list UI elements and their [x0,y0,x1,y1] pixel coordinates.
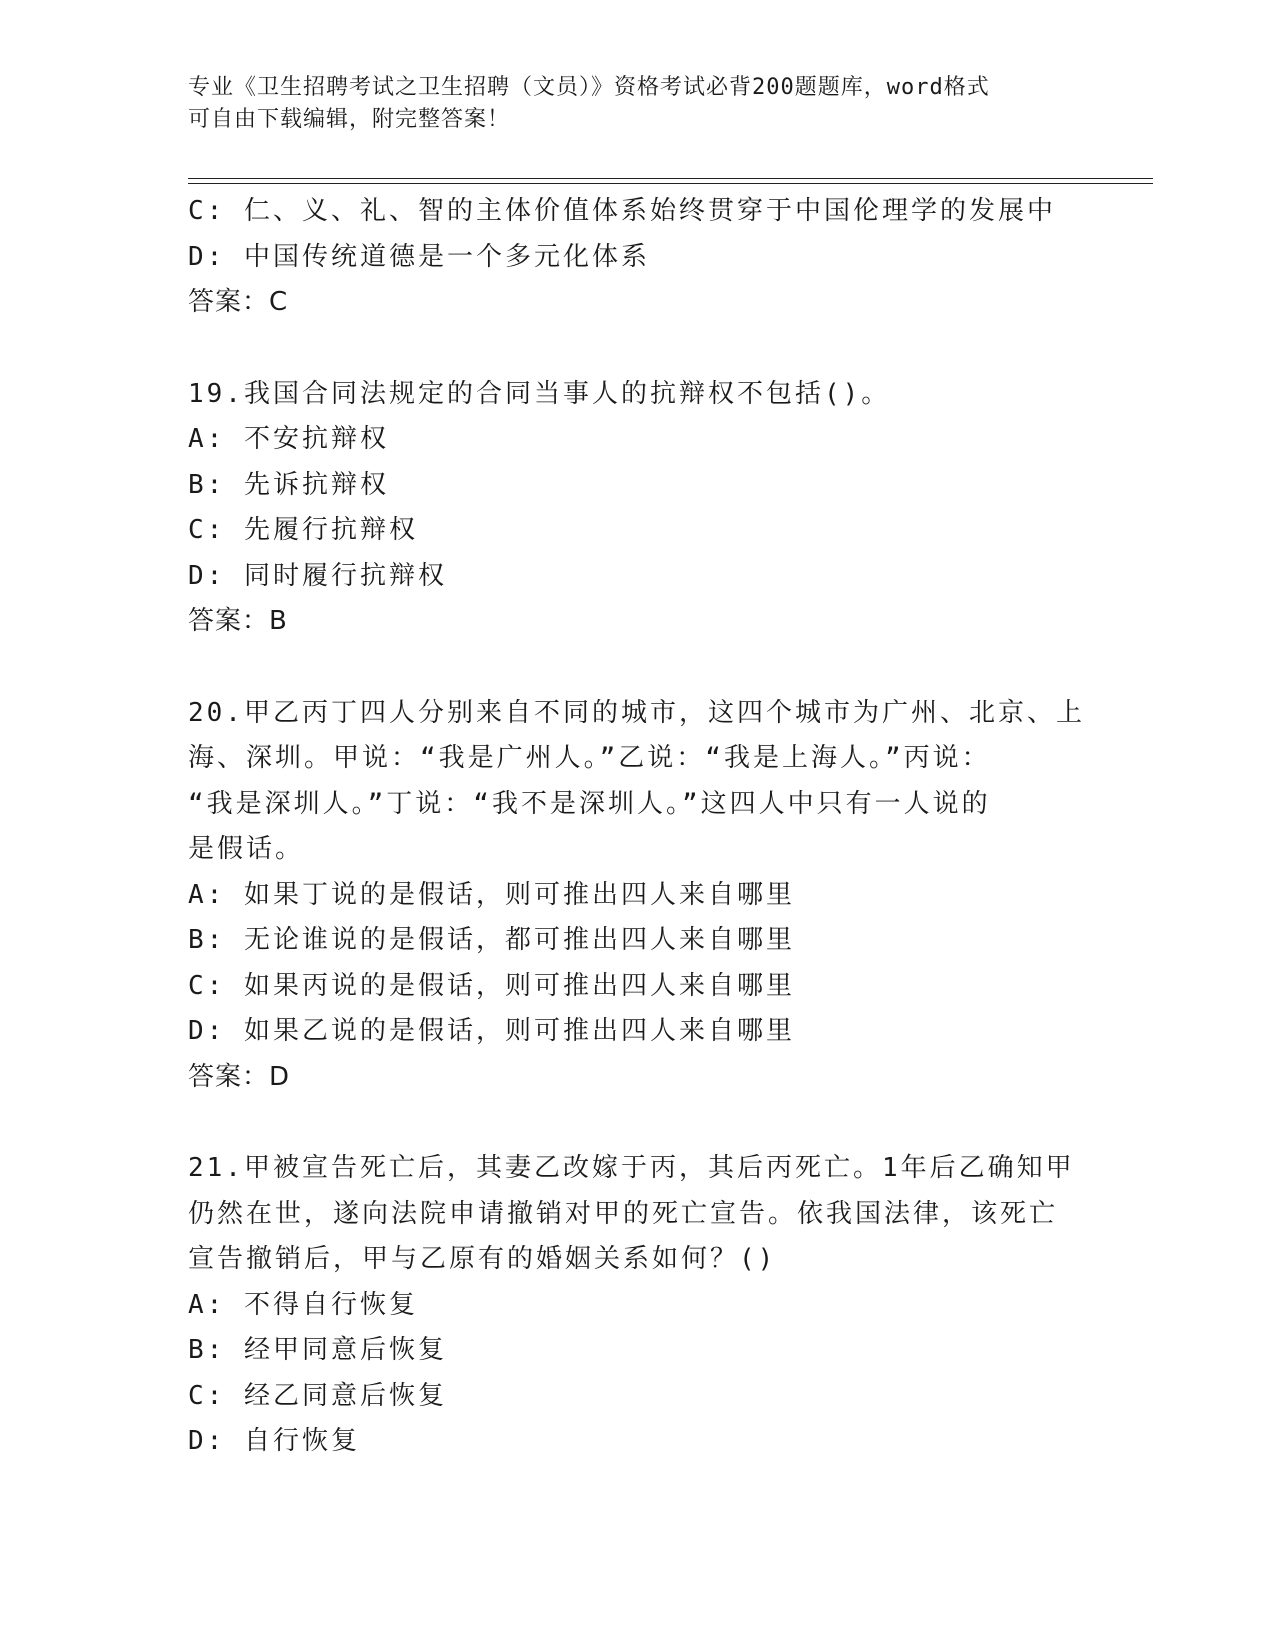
header-line-2: 可自由下载编辑，附完整答案！ [188,107,511,132]
option-a: A: 不得自行恢复 [188,1289,418,1320]
spacer [188,645,1088,691]
stem-line: 是假话。 [188,834,305,864]
option-b: B: 无论谁说的是假话，都可推出四人来自哪里 [188,925,795,955]
answer-line: 答案：C [188,287,289,317]
option-c: C: 经乙同意后恢复 [188,1380,447,1411]
header-divider-bottom [188,183,1153,184]
option-d: D: 同时履行抗辩权 [188,560,447,591]
option-b: B: 先诉抗辩权 [188,469,389,500]
question-stem [188,691,1088,873]
question-stem [188,1146,1088,1283]
option-c: C: 仁、义、礼、智的主体价值体系始终贯穿于中国伦理学的发展中 [188,196,1056,226]
stem-line: 仍然在世，遂向法院申请撤销对甲的死亡宣告。依我国法律，该死亡 [188,1198,1059,1229]
option-c: C: 如果丙说的是假话，则可推出四人来自哪里 [188,970,795,1001]
option-a: A: 如果丁说的是假话，则可推出四人来自哪里 [188,879,795,910]
spacer [188,1100,1088,1146]
option-c: C: 先履行抗辩权 [188,515,418,545]
header-line-1: 专业《卫生招聘考试之卫生招聘（文员）》资格考试必背200题题库，word格式 [188,75,990,100]
document-body [188,189,1088,1465]
question-stem [188,372,1088,418]
document-header [188,72,1068,136]
stem-line: “我是深圳人。”丁说：“我不是深圳人。”这四人中只有一人说的 [188,788,991,819]
stem-line: 21.甲被宣告死亡后，其妻乙改嫁于丙，其后丙死亡。1年后乙确知甲 [188,1153,1075,1183]
stem-line: 海、深圳。甲说：“我是广州人。”乙说：“我是上海人。”丙说： [188,743,991,773]
header-divider-top [188,178,1153,179]
spacer [188,326,1088,372]
option-d: D: 中国传统道德是一个多元化体系 [188,241,650,272]
option-d: D: 自行恢复 [188,1426,360,1456]
question-block-20 [188,691,1088,1101]
stem-line: 宣告撤销后，甲与乙原有的婚姻关系如何？() [188,1244,777,1274]
question-block-19 [188,372,1088,645]
answer-line: 答案：B [188,606,288,636]
option-d: D: 如果乙说的是假话，则可推出四人来自哪里 [188,1016,795,1046]
answer-line: 答案：D [188,1061,291,1092]
question-block-18 [188,189,1088,326]
option-a: A: 不安抗辩权 [188,424,389,454]
stem-line: 20.甲乙丙丁四人分别来自不同的城市，这四个城市为广州、北京、上 [188,697,1085,728]
stem-line: 19.我国合同法规定的合同当事人的抗辩权不包括()。 [188,378,891,409]
option-b: B: 经甲同意后恢复 [188,1335,447,1365]
question-block-21 [188,1146,1088,1465]
